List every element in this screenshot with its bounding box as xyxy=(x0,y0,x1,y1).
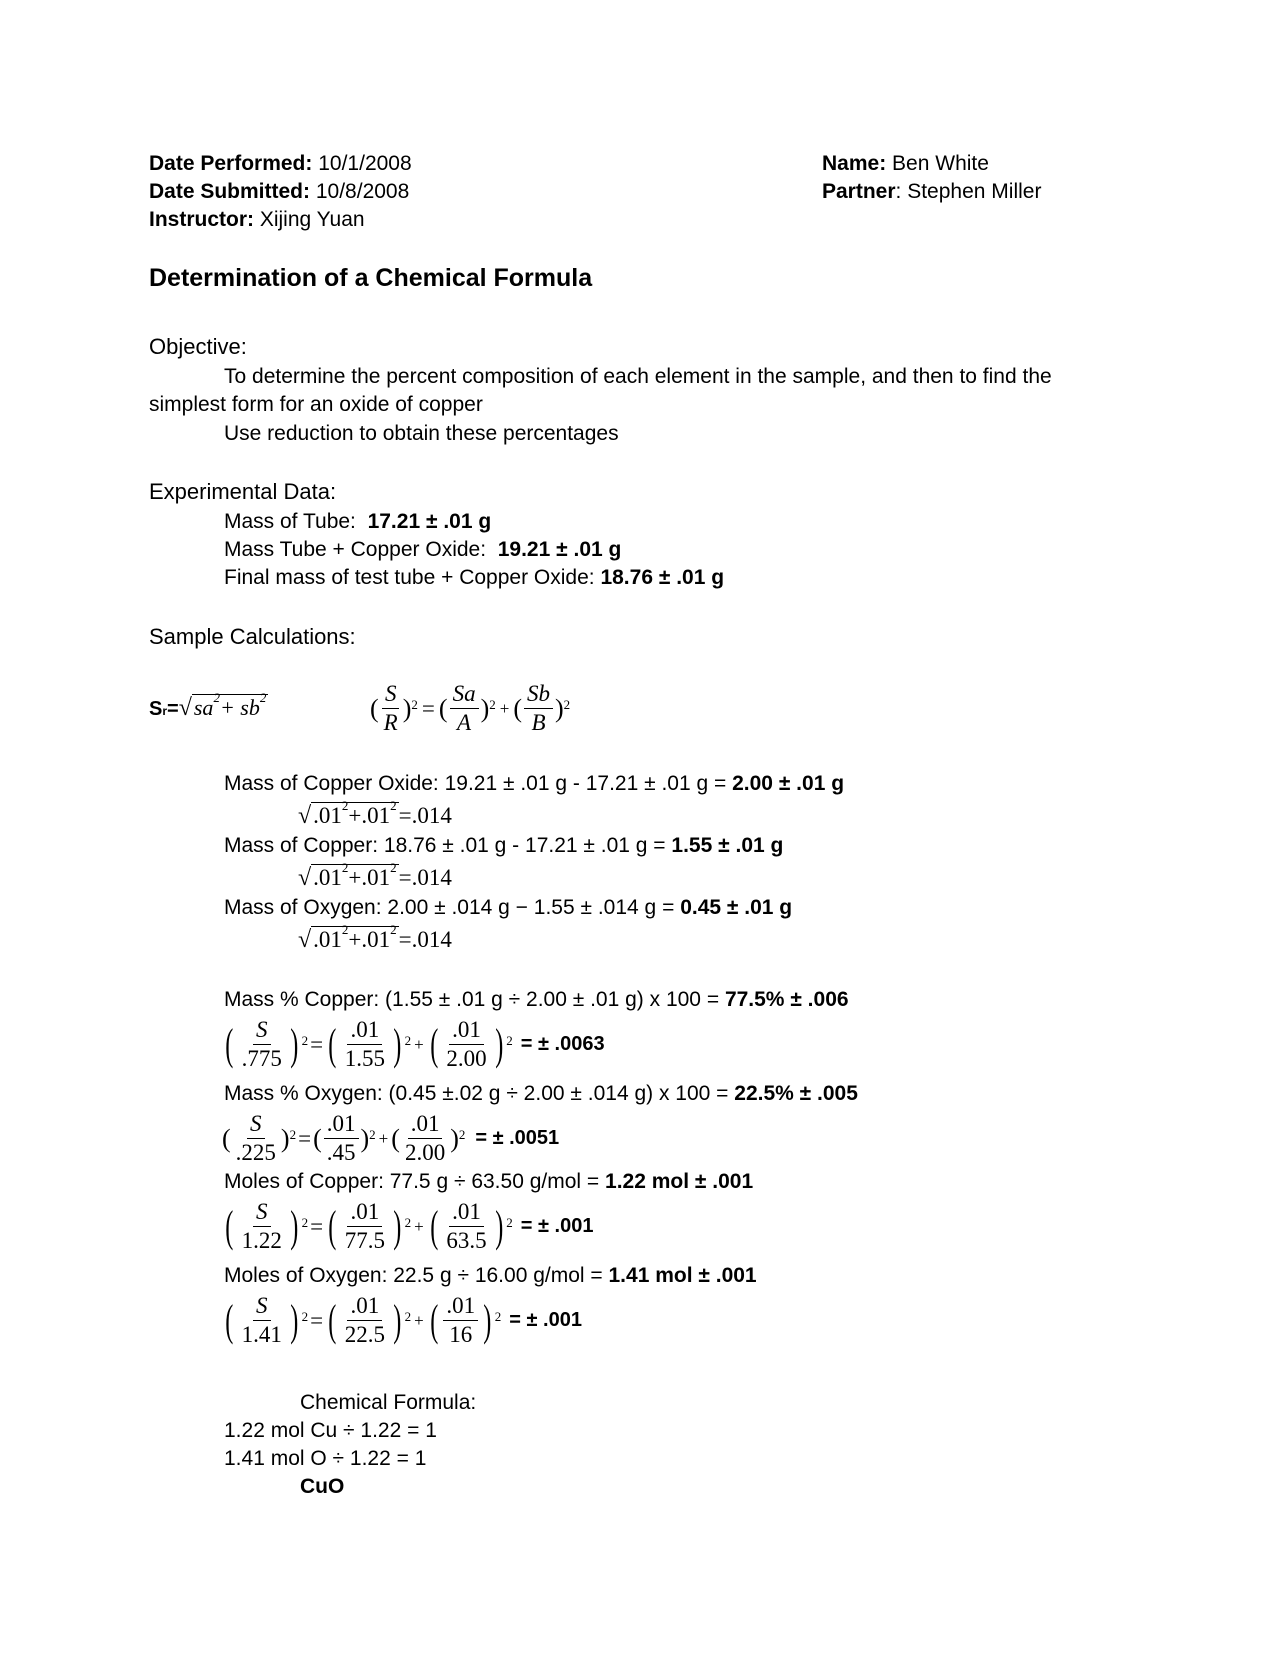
instructor-label: Instructor: xyxy=(149,208,254,231)
final-mass-label: Final mass of test tube + Copper Oxide: xyxy=(224,566,595,589)
pct-oxygen-error-eq: ( $\frac{S}{.225}$ ) 2 = ( $\frac{.01}{.45}$ ) 2 + ( $\frac{.01}{2.00}$ ) 2 = ± .0051 xyxy=(222,1111,560,1165)
experimental-heading: Experimental Data: xyxy=(149,479,337,504)
date-submitted-label: Date Submitted: xyxy=(149,180,311,203)
instructor-value: Xijing Yuan xyxy=(259,208,365,231)
sqrt-error-3: $√.01^2+.01^2=.014$ xyxy=(298,922,452,953)
mass-percent-copper xyxy=(224,986,849,1014)
mass-copper-text: Mass of Copper: 18.76 ± .01 g - 17.21 ± .01 g = xyxy=(224,834,666,857)
date-submitted-value: 10/8/2008 xyxy=(315,180,410,203)
moles-oxygen-text: Moles of Oxygen: 22.5 g ÷ 16.00 g/mol = xyxy=(224,1264,603,1287)
date-performed-label: Date Performed: xyxy=(149,152,313,175)
formula-heading: Chemical Formula: xyxy=(300,1391,477,1414)
moles-oxygen xyxy=(224,1262,757,1290)
mass-copper-oxide xyxy=(224,770,844,798)
mass-tube-oxide-label: Mass Tube + Copper Oxide: xyxy=(224,538,487,561)
mass-percent-copper-text: Mass % Copper: (1.55 ± .01 g ÷ 2.00 ± .01 g) x 100 = xyxy=(224,988,720,1011)
objective-line1: To determine the percent composition of each element in the sample, and then to find the xyxy=(224,365,1052,388)
mass-percent-copper-result: 77.5% ± .006 xyxy=(724,988,849,1011)
student-name xyxy=(822,150,989,178)
partner-value: Stephen Miller xyxy=(907,180,1042,203)
mol-oxygen-error-eq: ( $\frac{S}{1.41}$ ) 2 = ( $\frac{.01}{22.5}$ ) 2 + ( $\frac{.01}{16}$ ) 2 = ± .001 xyxy=(225,1293,582,1347)
objective-heading: Objective: xyxy=(149,334,247,359)
pct-copper-error: = ± .0063 xyxy=(520,1033,605,1055)
mol-copper-error: = ± .001 xyxy=(520,1215,594,1237)
mass-tube-oxide xyxy=(224,536,621,564)
final-mass xyxy=(224,564,724,592)
mass-tube-value: 17.21 ± .01 g xyxy=(367,510,492,533)
formula-cu-line: 1.22 mol Cu ÷ 1.22 = 1 xyxy=(224,1419,437,1442)
formula-result: CuO xyxy=(300,1475,345,1498)
pct-copper-error-eq: ( $\frac{S}{.775}$ ) 2 = ( $\frac{.01}{1.55}$ ) 2 + ( $\frac{.01}{2.00}$ ) 2 = ± .0063 xyxy=(225,1017,605,1071)
mass-percent-oxygen xyxy=(224,1080,858,1108)
mol-oxygen-error: = ± .001 xyxy=(509,1309,582,1331)
mol-copper-error-eq: ( $\frac{S}{1.22}$ ) 2 = ( $\frac{.01}{77.5}$ ) 2 + ( $\frac{.01}{63.5}$ ) 2 = ± .001 xyxy=(225,1199,594,1253)
calculations-heading: Sample Calculations: xyxy=(149,624,356,649)
partner-label: Partner xyxy=(822,180,896,203)
sqrt-error-1: $√.01^2+.01^2=.014$ xyxy=(298,798,452,829)
mass-copper-oxide-text: Mass of Copper Oxide: 19.21 ± .01 g - 17.21 ± .01 g = xyxy=(224,772,727,795)
objective-line3: Use reduction to obtain these percentages xyxy=(224,422,619,445)
sqrt-result-3: =.014 xyxy=(398,927,452,952)
mass-copper-oxide-result: 2.00 ± .01 g xyxy=(732,772,845,795)
mass-copper-result: 1.55 ± .01 g xyxy=(671,834,784,857)
sqrt-result-2: =.014 xyxy=(398,865,452,890)
relative-error-formula: ( $\frac{S}{R}$ ) 2 = ( $\frac{Sa}{A}$ ) 2 + ( $\frac{Sb}{B}$ ) 2 xyxy=(370,681,571,735)
instructor xyxy=(149,206,365,234)
sqrt-result-1: =.014 xyxy=(398,803,452,828)
mass-tube-label: Mass of Tube: xyxy=(224,510,356,533)
mass-percent-oxygen-result: 22.5% ± .005 xyxy=(734,1082,858,1105)
moles-copper-text: Moles of Copper: 77.5 g ÷ 63.50 g/mol = xyxy=(224,1170,600,1193)
objective-line2: simplest form for an oxide of copper xyxy=(149,393,483,416)
moles-oxygen-result: 1.41 mol ± .001 xyxy=(608,1264,757,1287)
mass-oxygen-result: 0.45 ± .01 g xyxy=(680,896,793,919)
moles-copper xyxy=(224,1168,753,1196)
mass-percent-oxygen-text: Mass % Oxygen: (0.45 ±.02 g ÷ 2.00 ± .014 g) x 100 = xyxy=(224,1082,729,1105)
mass-oxygen-text: Mass of Oxygen: 2.00 ± .014 g − 1.55 ± .014 g = xyxy=(224,896,675,919)
date-performed-value: 10/1/2008 xyxy=(318,152,412,175)
mass-tube-oxide-value: 19.21 ± .01 g xyxy=(497,538,622,561)
name-label: Name: xyxy=(822,152,887,175)
mass-copper xyxy=(224,832,783,860)
name-value: Ben White xyxy=(892,152,989,175)
page-title: Determination of a Chemical Formula xyxy=(149,264,593,292)
mass-tube xyxy=(224,508,491,536)
partner: Partner: Stephen Miller xyxy=(822,180,1042,203)
date-performed xyxy=(149,150,412,178)
sqrt-error-2: $√.01^2+.01^2=.014$ xyxy=(298,860,452,891)
final-mass-value: 18.76 ± .01 g xyxy=(600,566,725,589)
moles-copper-result: 1.22 mol ± .001 xyxy=(605,1170,754,1193)
sr-formula: $Sr=√sa^2+ sb^2$ xyxy=(149,690,267,721)
formula-o-line: 1.41 mol O ÷ 1.22 = 1 xyxy=(224,1447,427,1470)
pct-oxygen-error: = ± .0051 xyxy=(475,1127,560,1149)
date-submitted xyxy=(149,178,409,206)
mass-oxygen xyxy=(224,894,792,922)
